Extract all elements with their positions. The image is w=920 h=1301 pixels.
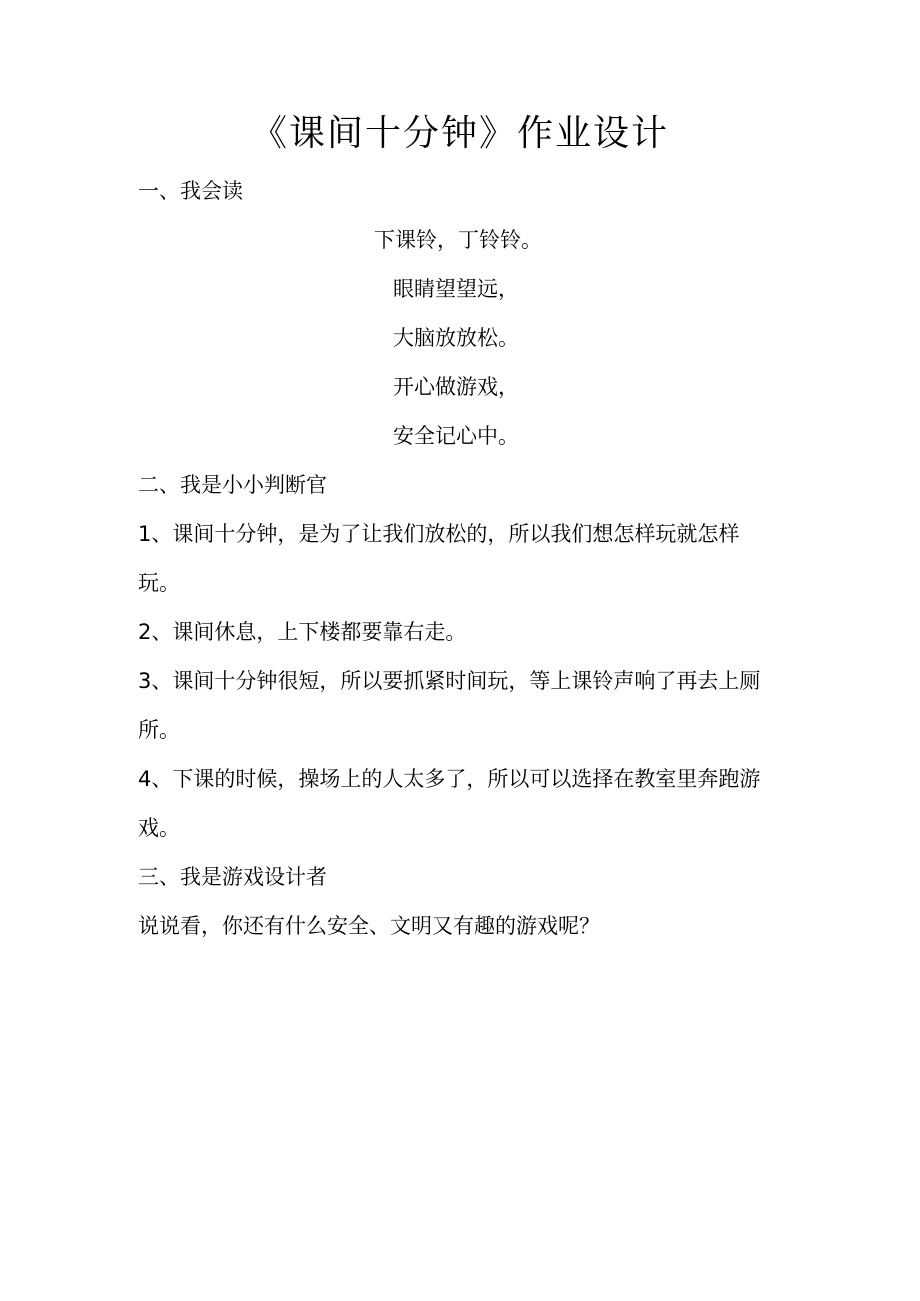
document-title: 《课间十分钟》作业设计	[250, 113, 669, 154]
judgement-item-1-line-1: 1、课间十分钟，是为了让我们放松的，所以我们想怎样玩就怎样	[138, 522, 740, 546]
poem-line-1: 下课铃，丁铃铃。	[374, 228, 542, 252]
section-heading-2: 二、我是小小判断官	[138, 473, 327, 497]
poem-line-4: 开心做游戏，	[393, 375, 519, 399]
poem-line-2: 眼睛望望远，	[393, 277, 519, 301]
section-heading-3: 三、我是游戏设计者	[138, 865, 327, 889]
judgement-item-2: 2、课间休息，上下楼都要靠右走。	[138, 620, 467, 644]
judgement-item-1-line-2: 玩。	[138, 571, 180, 595]
judgement-item-3-line-1: 3、课间十分钟很短，所以要抓紧时间玩，等上课铃声响了再去上厕	[138, 669, 761, 693]
poem-line-3: 大脑放放松。	[393, 326, 519, 350]
design-question: 说说看，你还有什么安全、文明又有趣的游戏呢？	[138, 914, 600, 938]
judgement-item-4-line-2: 戏。	[138, 816, 180, 840]
poem-line-5: 安全记心中。	[393, 424, 519, 448]
judgement-item-3-line-2: 所。	[138, 718, 180, 742]
section-heading-1: 一、我会读	[138, 179, 243, 203]
judgement-item-4-line-1: 4、下课的时候，操场上的人太多了，所以可以选择在教室里奔跑游	[138, 767, 761, 791]
